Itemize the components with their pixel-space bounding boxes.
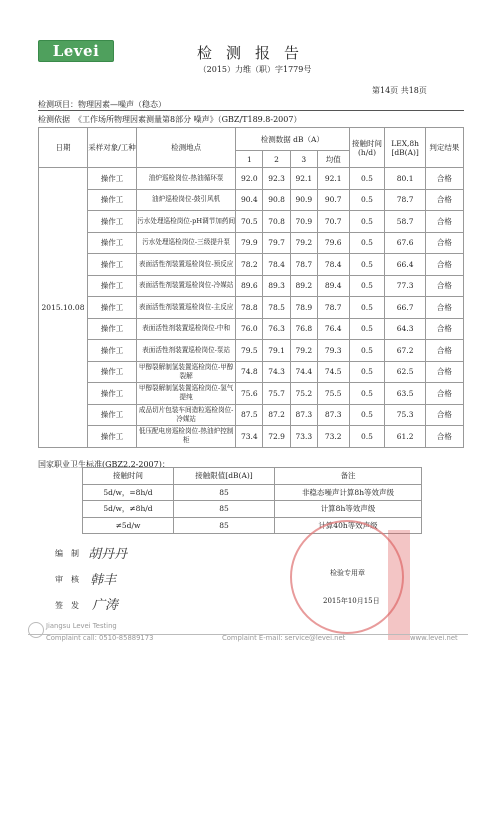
time-cell: 0.5: [349, 189, 385, 211]
time-cell: 0.5: [349, 383, 385, 405]
object-cell: 操作工: [88, 340, 137, 362]
object-cell: 操作工: [88, 275, 137, 297]
lex-cell: 61.2: [385, 426, 425, 448]
value1-cell: 79.5: [236, 340, 263, 362]
footer-website: www.levei.net: [410, 634, 458, 642]
standard-label: 国家职业卫生标准(GBZ2.2-2007)：: [38, 460, 170, 469]
lex-cell: 64.3: [385, 318, 425, 340]
header-lex: LEX,8h [dB(A)]: [385, 128, 425, 168]
result-cell: 合格: [425, 275, 463, 297]
value2-cell: 79.7: [263, 232, 290, 254]
value1-cell: 87.5: [236, 404, 263, 426]
value1-cell: 92.0: [236, 168, 263, 190]
value2-cell: 89.3: [263, 275, 290, 297]
lex-cell: 77.3: [385, 275, 425, 297]
compile-signature: 胡丹丹: [88, 547, 128, 562]
header-data: 检测数据 dB（A）: [236, 128, 349, 151]
value3-cell: 79.2: [290, 232, 317, 254]
lex-cell: 62.5: [385, 361, 425, 383]
test-basis: 检测依据 《工作场所物理因素测量第8部分 噪声》（GBZ/T189.8-2007）: [38, 115, 302, 124]
value3-cell: 75.2: [290, 383, 317, 405]
value1-cell: 90.4: [236, 189, 263, 211]
location-cell: 甲醇裂解制氢装置巡检岗位-氢气提纯: [137, 383, 236, 405]
object-cell: 操作工: [88, 426, 137, 448]
table-row: [39, 297, 464, 319]
object-cell: 操作工: [88, 318, 137, 340]
header-time: 接触时间(h/d): [349, 128, 385, 168]
std-header-note: 备注: [275, 468, 422, 485]
lex-cell: 58.7: [385, 211, 425, 233]
object-cell: 操作工: [88, 361, 137, 383]
footer-company: Jiangsu Levei Testing: [46, 622, 117, 630]
standard-table: [82, 467, 422, 534]
table-row: [39, 275, 464, 297]
value2-cell: 72.9: [263, 426, 290, 448]
location-cell: 油炉巡检岗位-鼓引风机: [137, 189, 236, 211]
value3-cell: 74.4: [290, 361, 317, 383]
result-cell: 合格: [425, 404, 463, 426]
value2-cell: 79.1: [263, 340, 290, 362]
header-location: 检测地点: [137, 128, 236, 168]
table-row: [39, 254, 464, 276]
time-cell: 0.5: [349, 211, 385, 233]
table-row: [39, 383, 464, 405]
location-cell: 表面活性剂装置巡检岗位-主反应: [137, 297, 236, 319]
value1-cell: 89.6: [236, 275, 263, 297]
value1-cell: 74.8: [236, 361, 263, 383]
value1-cell: 78.2: [236, 254, 263, 276]
header-object: 采样对象/工种: [88, 128, 137, 168]
result-cell: 合格: [425, 297, 463, 319]
company-logo: Levei: [38, 40, 114, 62]
header-1: 1: [236, 151, 263, 168]
divider: [38, 110, 464, 111]
value3-cell: 73.3: [290, 426, 317, 448]
result-cell: 合格: [425, 189, 463, 211]
value2-cell: 92.3: [263, 168, 290, 190]
location-cell: 表面活性剂装置巡检岗位-预反应: [137, 254, 236, 276]
lex-cell: 63.5: [385, 383, 425, 405]
location-cell: 表面活性剂装置巡检岗位-中和: [137, 318, 236, 340]
avg-cell: 70.7: [317, 211, 349, 233]
location-cell: 污水处理巡检岗位-pH调节加药间: [137, 211, 236, 233]
lex-cell: 66.7: [385, 297, 425, 319]
table-row: [39, 232, 464, 254]
lex-cell: 78.7: [385, 189, 425, 211]
value3-cell: 89.2: [290, 275, 317, 297]
std-header-limit: 接触限值[dB(A)]: [174, 468, 275, 485]
test-item: 检测项目：物理因素—噪声（稳态）: [38, 100, 166, 109]
result-cell: 合格: [425, 426, 463, 448]
time-cell: 0.5: [349, 297, 385, 319]
avg-cell: 78.7: [317, 297, 349, 319]
lex-cell: 80.1: [385, 168, 425, 190]
value3-cell: 78.7: [290, 254, 317, 276]
std-row: 5d/w，≠8h/d 85 计算8h等效声级: [83, 501, 422, 518]
compile-label: 编制: [55, 549, 87, 558]
value2-cell: 78.4: [263, 254, 290, 276]
issue-signature: 广涛: [92, 598, 119, 613]
object-cell: 操作工: [88, 297, 137, 319]
review-signature: 韩丰: [90, 573, 117, 588]
table-row: [39, 318, 464, 340]
object-cell: 操作工: [88, 168, 137, 190]
footer-logo-icon: [28, 622, 44, 638]
header-result: 判定结果: [425, 128, 463, 168]
avg-cell: 74.5: [317, 361, 349, 383]
avg-cell: 76.4: [317, 318, 349, 340]
stamp-text: 检验专用章: [330, 569, 365, 577]
std-header-time: 接触时间: [83, 468, 174, 485]
value2-cell: 76.3: [263, 318, 290, 340]
result-cell: 合格: [425, 318, 463, 340]
time-cell: 0.5: [349, 232, 385, 254]
footer-call: Complaint call: 0510-85889173: [46, 634, 154, 642]
table-row: [39, 168, 464, 190]
time-cell: 0.5: [349, 361, 385, 383]
report-number: （2015）力维（职）字1779号: [198, 65, 312, 74]
table-row: [39, 189, 464, 211]
report-title: 检测报告: [196, 44, 313, 62]
location-cell: 成品切片包装车间造粒巡检岗位-冷媒站: [137, 404, 236, 426]
value3-cell: 92.1: [290, 168, 317, 190]
issue-label: 签发: [55, 601, 87, 610]
avg-cell: 87.3: [317, 404, 349, 426]
result-cell: 合格: [425, 383, 463, 405]
lex-cell: 67.2: [385, 340, 425, 362]
object-cell: 操作工: [88, 211, 137, 233]
lex-cell: 67.6: [385, 232, 425, 254]
location-cell: 污水处理巡检岗位-三级提升泵: [137, 232, 236, 254]
avg-cell: 79.3: [317, 340, 349, 362]
location-cell: 甲醇裂解制氢装置巡检岗位-甲醇裂解: [137, 361, 236, 383]
std-row: 5d/w，=8h/d 85 非稳态噪声计算8h等效声级: [83, 484, 422, 501]
header-date: 日期: [39, 128, 88, 168]
value3-cell: 78.9: [290, 297, 317, 319]
location-cell: 低压配电房巡检岗位-热油炉控制柜: [137, 426, 236, 448]
value2-cell: 90.8: [263, 189, 290, 211]
avg-cell: 92.1: [317, 168, 349, 190]
stamp-date: 2015年10月15日: [323, 597, 380, 605]
result-cell: 合格: [425, 211, 463, 233]
value3-cell: 70.9: [290, 211, 317, 233]
review-label: 审核: [55, 575, 87, 584]
table-row: [39, 211, 464, 233]
object-cell: 操作工: [88, 404, 137, 426]
value1-cell: 70.5: [236, 211, 263, 233]
avg-cell: 79.6: [317, 232, 349, 254]
header-avg: 均值: [317, 151, 349, 168]
value3-cell: 90.9: [290, 189, 317, 211]
value2-cell: 78.5: [263, 297, 290, 319]
avg-cell: 73.2: [317, 426, 349, 448]
value2-cell: 75.7: [263, 383, 290, 405]
value3-cell: 76.8: [290, 318, 317, 340]
object-cell: 操作工: [88, 232, 137, 254]
avg-cell: 75.5: [317, 383, 349, 405]
header-2: 2: [263, 151, 290, 168]
avg-cell: 89.4: [317, 275, 349, 297]
location-cell: 表面活性剂装置巡检岗位-泵站: [137, 340, 236, 362]
time-cell: 0.5: [349, 318, 385, 340]
time-cell: 0.5: [349, 340, 385, 362]
avg-cell: 90.7: [317, 189, 349, 211]
value2-cell: 74.3: [263, 361, 290, 383]
table-row: [39, 404, 464, 426]
result-cell: 合格: [425, 340, 463, 362]
time-cell: 0.5: [349, 168, 385, 190]
value2-cell: 70.8: [263, 211, 290, 233]
value1-cell: 78.8: [236, 297, 263, 319]
time-cell: 0.5: [349, 275, 385, 297]
header-3: 3: [290, 151, 317, 168]
table-row: [39, 340, 464, 362]
result-cell: 合格: [425, 232, 463, 254]
location-cell: 油炉巡检岗位-热油循环泵: [137, 168, 236, 190]
value2-cell: 87.2: [263, 404, 290, 426]
value1-cell: 75.6: [236, 383, 263, 405]
avg-cell: 78.4: [317, 254, 349, 276]
time-cell: 0.5: [349, 254, 385, 276]
time-cell: 0.5: [349, 426, 385, 448]
date-cell: 2015.10.08: [39, 168, 88, 448]
result-cell: 合格: [425, 254, 463, 276]
value3-cell: 87.3: [290, 404, 317, 426]
page-number: 第14页 共18页: [372, 86, 427, 95]
value1-cell: 73.4: [236, 426, 263, 448]
value1-cell: 79.9: [236, 232, 263, 254]
location-cell: 表面活性剂装置巡检岗位-冷媒站: [137, 275, 236, 297]
table-row: [39, 361, 464, 383]
object-cell: 操作工: [88, 254, 137, 276]
object-cell: 操作工: [88, 189, 137, 211]
time-cell: 0.5: [349, 404, 385, 426]
std-row: ≠5d/w 85 计算40h等效声级: [83, 517, 422, 534]
lex-cell: 66.4: [385, 254, 425, 276]
result-cell: 合格: [425, 168, 463, 190]
value1-cell: 76.0: [236, 318, 263, 340]
lex-cell: 75.3: [385, 404, 425, 426]
object-cell: 操作工: [88, 383, 137, 405]
result-cell: 合格: [425, 361, 463, 383]
table-row: [39, 426, 464, 448]
footer-email: Complaint E-mail: service@levei.net: [222, 634, 346, 642]
noise-data-table: [38, 127, 464, 448]
value3-cell: 79.2: [290, 340, 317, 362]
